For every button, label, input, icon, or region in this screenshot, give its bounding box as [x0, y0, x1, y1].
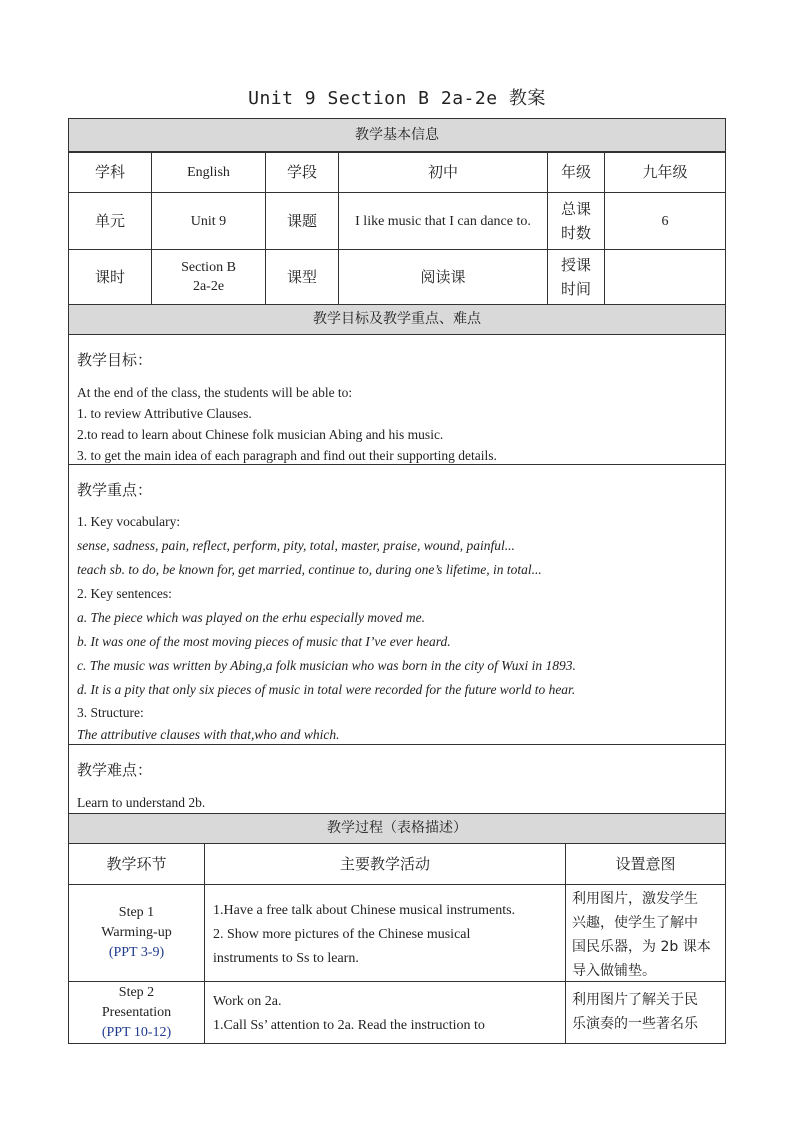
step-ppt-ref: (PPT 3-9) — [108, 945, 165, 960]
value-period: Section B 2a-2e — [151, 249, 266, 305]
difficulties-block — [68, 744, 726, 814]
label-lesson-type: 课型 — [265, 249, 339, 305]
step-1-purpose — [565, 884, 726, 982]
key-sentence-line: d. It is a pity that only six pieces of music in total were recorded for the future world to hear. — [77, 682, 576, 697]
key-line: 2. Key sentences: — [77, 586, 172, 601]
value-subject: English — [151, 152, 266, 193]
goal-line: 2.to read to learn about Chinese folk musician Abing and his music. — [77, 427, 444, 442]
purpose-line: 国民乐器，为 2b 课本 — [572, 939, 711, 955]
process-header: 教学过程（表格描述） — [68, 813, 726, 844]
goal-line: 3. to get the main idea of each paragraph and find out their supporting details. — [77, 448, 497, 463]
step-2-cell — [68, 981, 205, 1044]
step-1-cell — [68, 884, 205, 982]
purpose-line: 利用图片，激发学生 — [572, 891, 698, 907]
col-step: 教学环节 — [68, 843, 205, 885]
label-topic: 课题 — [265, 192, 339, 250]
label-grade: 年级 — [547, 152, 605, 193]
step-stage: Warming-up — [101, 925, 172, 940]
goals-block — [68, 334, 726, 465]
activity-line: Work on 2a. — [213, 994, 282, 1009]
col-purpose: 设置意图 — [565, 843, 726, 885]
page-title: Unit 9 Section B 2a-2e 教案 — [248, 88, 546, 109]
step-2-activity — [204, 981, 566, 1044]
value-stage: 初中 — [338, 152, 548, 193]
label-stage: 学段 — [265, 152, 339, 193]
value-unit: Unit 9 — [151, 192, 266, 250]
step-name: Step 2 — [118, 984, 155, 1000]
label-subject: 学科 — [68, 152, 152, 193]
purpose-line: 利用图片了解关于民 — [572, 992, 698, 1008]
activity-line: 1.Have a free talk about Chinese musical instruments. — [213, 903, 516, 918]
activity-line: 1.Call Ss’ attention to 2a. Read the instruction to — [213, 1018, 485, 1033]
objectives-header: 教学目标及教学重点、难点 — [68, 304, 726, 335]
label-total-periods: 总课时数 — [547, 192, 605, 250]
difficulties-label: 教学难点： — [77, 761, 153, 779]
goal-line: 1. to review Attributive Clauses. — [77, 406, 252, 421]
key-phrase-line: teach sb. to do, be known for, get married, continue to, during one’s lifetime, in total... — [77, 562, 542, 577]
key-line: 3. Structure: — [77, 705, 144, 720]
label-teaching-time: 授课时间 — [547, 249, 605, 305]
key-sentence-line: a. The piece which was played on the erhu especially moved me. — [77, 610, 426, 625]
label-period: 课时 — [68, 249, 152, 305]
difficulty-line: Learn to understand 2b. — [77, 795, 206, 810]
key-sentence-line: b. It was one of the most moving pieces of music that I’ve ever heard. — [77, 634, 451, 649]
step-2-purpose — [565, 981, 726, 1044]
purpose-line: 乐演奏的一些著名乐 — [572, 1016, 698, 1032]
step-name: Step 1 — [118, 905, 155, 920]
label-unit: 单元 — [68, 192, 152, 250]
key-points-block — [68, 464, 726, 745]
goal-line: At the end of the class, the students will be able to: — [77, 385, 353, 400]
value-lesson-type: 阅读课 — [338, 249, 548, 305]
purpose-line: 导入做铺垫。 — [572, 963, 656, 979]
activity-line: instruments to Ss to learn. — [213, 951, 359, 966]
col-activity: 主要教学活动 — [204, 843, 566, 885]
key-structure-line: The attributive clauses with that,who and which. — [77, 727, 340, 742]
key-vocab-line: sense, sadness, pain, reflect, perform, pity, total, master, praise, wound, painful... — [77, 538, 515, 553]
activity-line: 2. Show more pictures of the Chinese musical — [213, 927, 471, 942]
step-1-activity — [204, 884, 566, 982]
value-topic: I like music that I can dance to. — [338, 192, 548, 250]
value-grade: 九年级 — [604, 152, 726, 193]
value-total-periods: 6 — [604, 192, 726, 250]
purpose-line: 兴趣，使学生了解中 — [572, 915, 698, 931]
key-sentence-line: c. The music was written by Abing,a folk musician who was born in the city of Wuxi in 1893. — [77, 658, 576, 673]
goals-label: 教学目标： — [77, 351, 153, 369]
key-points-label: 教学重点： — [77, 481, 153, 499]
key-line: 1. Key vocabulary: — [77, 514, 181, 529]
value-teaching-time — [604, 249, 726, 305]
step-ppt-ref: (PPT 10-12) — [101, 1024, 172, 1040]
step-stage: Presentation — [101, 1004, 172, 1020]
basic-info-header: 教学基本信息 — [68, 118, 726, 152]
